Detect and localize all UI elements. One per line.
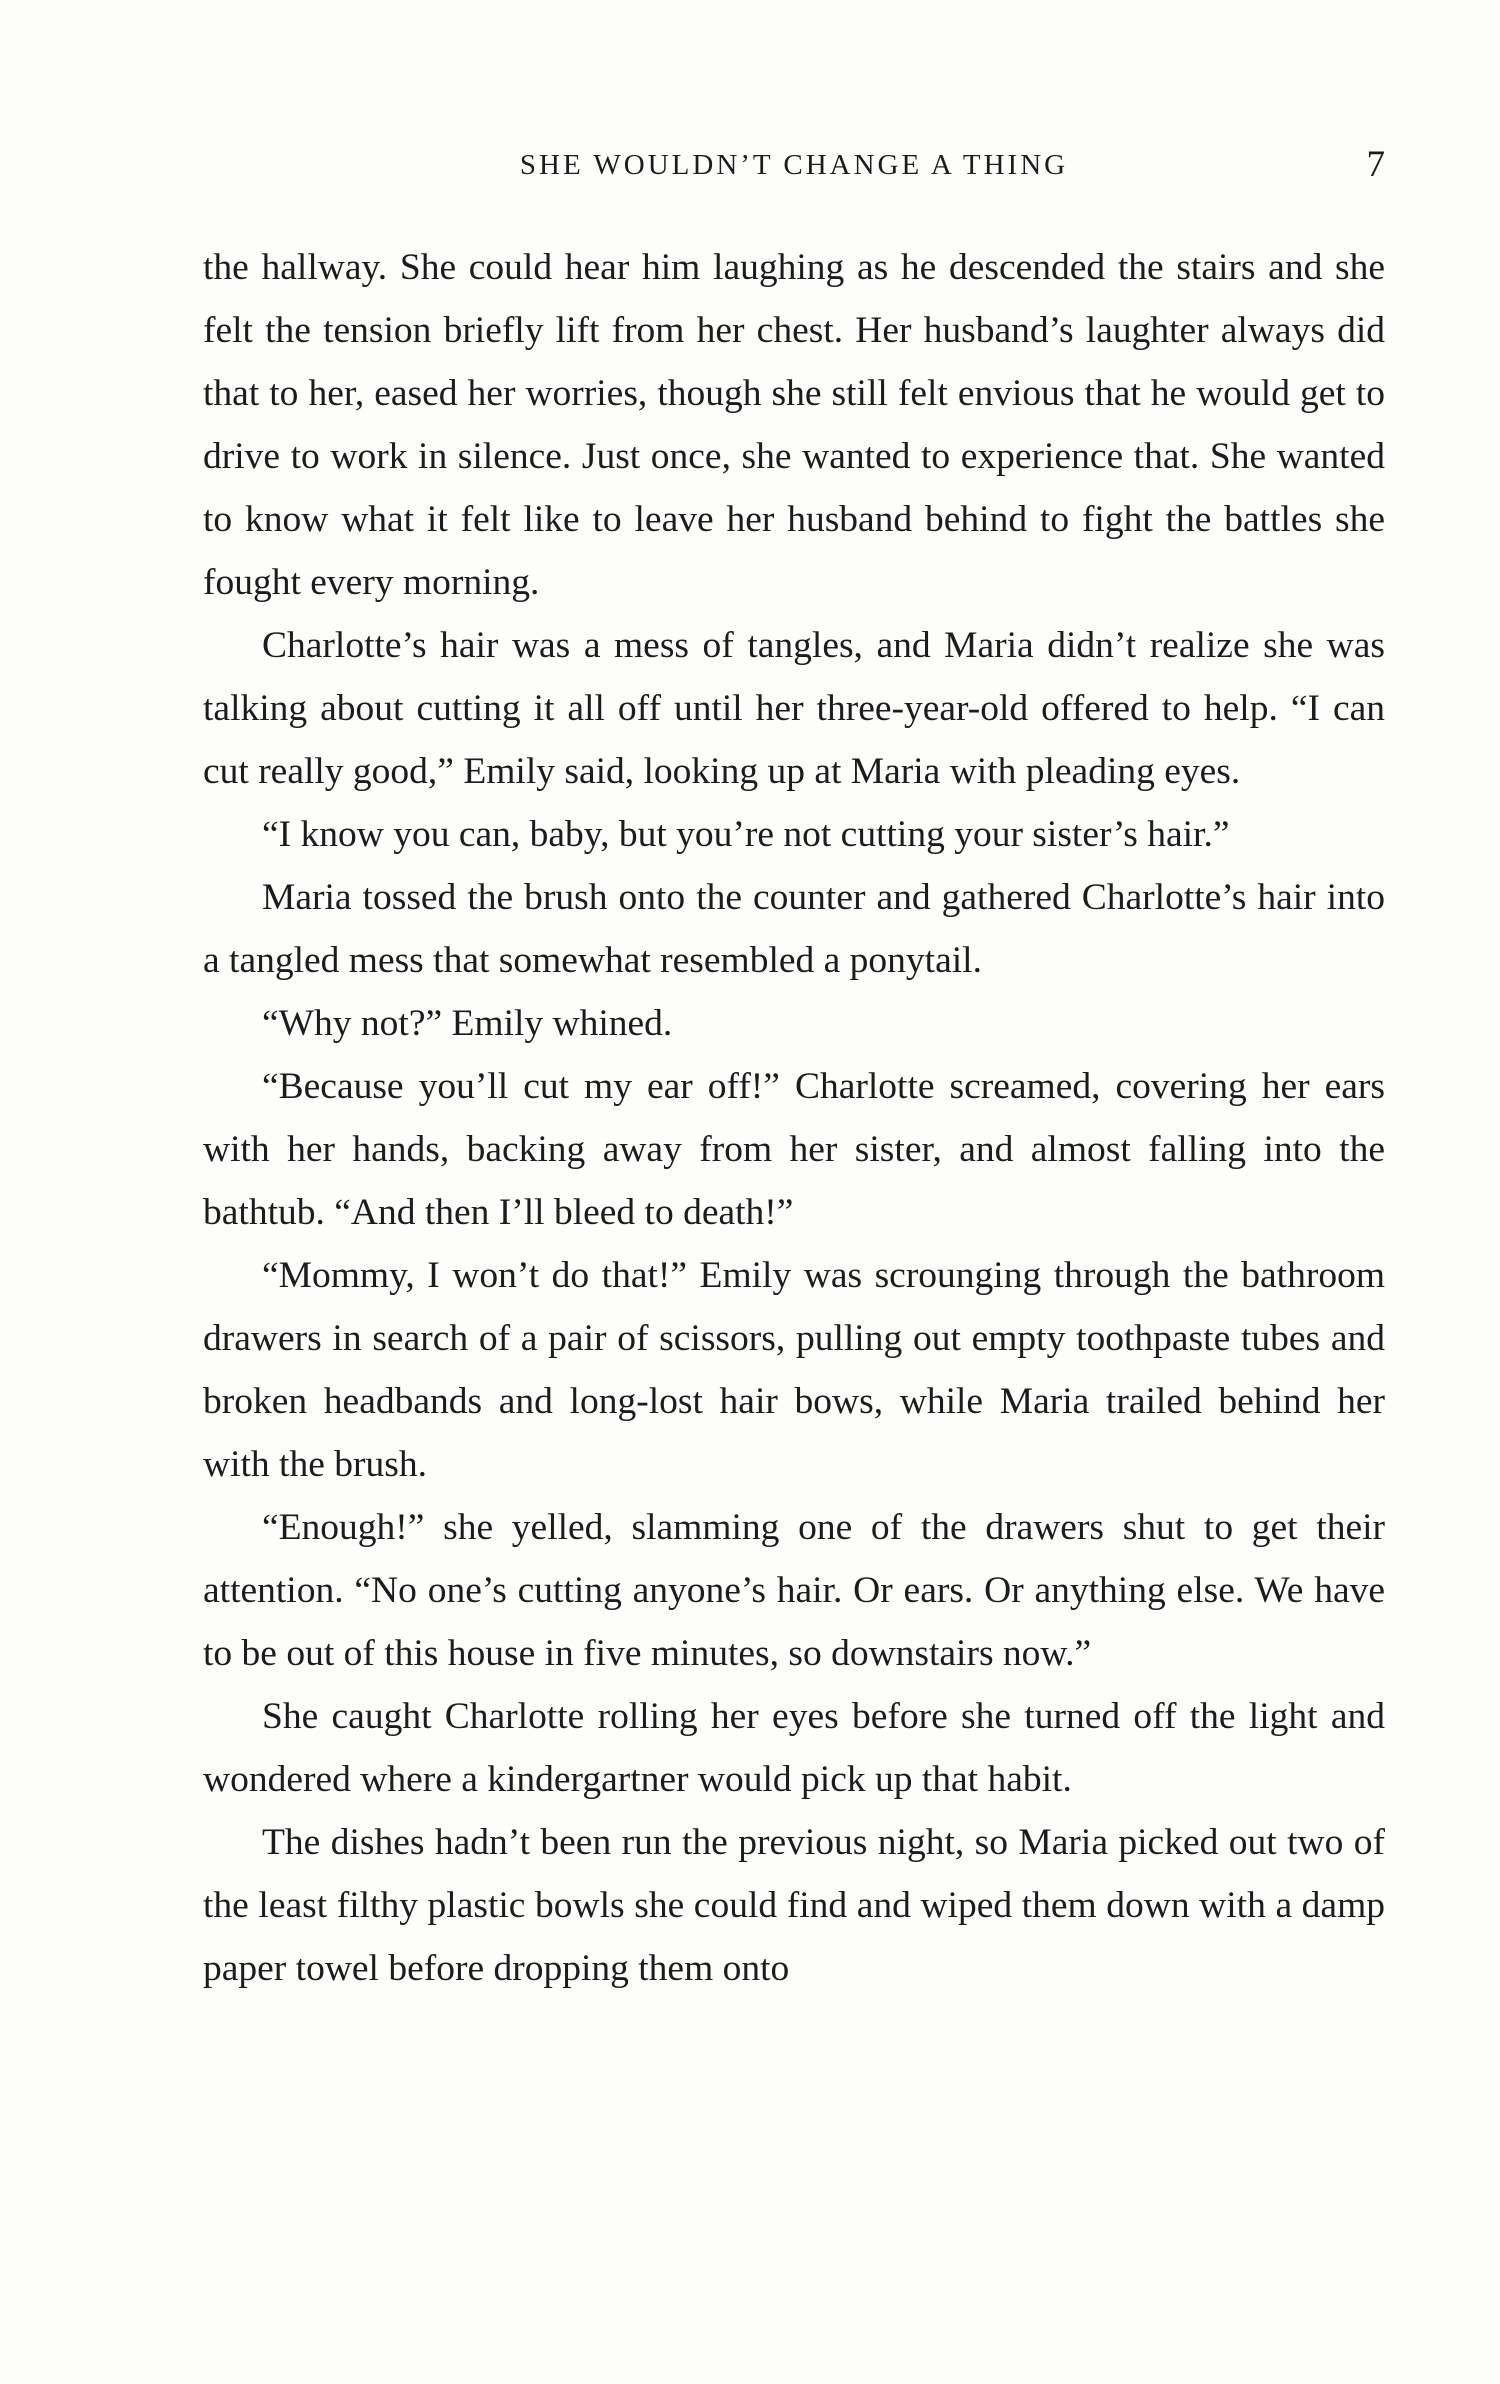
running-head (203, 143, 1385, 193)
running-title: SHE WOULDN’T CHANGE A THING (519, 149, 1069, 181)
paragraph: “Enough!” she yelled, slamming one of the drawers shut to get their attention. “No one’s cutting anyone’s hair. Or ears. Or anything else. We have to be out of this house in five minutes, so downstairs now.” (203, 1507, 1385, 1674)
paragraph: “Why not?” Emily whined. (262, 1003, 673, 1044)
paragraph: “I know you can, baby, but you’re not cutting your sister’s hair.” (262, 814, 1230, 855)
body-text (203, 236, 1385, 2000)
paragraph: “Because you’ll cut my ear off!” Charlotte screamed, covering her ears with her hands, backing away from her sister, and almost falling into the bathtub. “And then I’ll bleed to death!” (203, 1066, 1385, 1233)
paragraph: “Mommy, I won’t do that!” Emily was scrounging through the bathroom drawers in search of a pair of scissors, pulling out empty toothpaste tubes and broken headbands and long-lost hair bows, while Maria trailed behind her with the brush. (203, 1255, 1385, 1485)
paragraph-continued: the hallway. She could hear him laughing as he descended the stairs and she felt the tension briefly lift from her chest. Her husband’s laughter always did that to her, eased her worries, though she still felt envious that he would get to drive to work in silence. Just once, she wanted to experience that. She wanted to know what it felt like to leave her husband behind to fight the battles she fought every morning. (203, 247, 1385, 603)
paragraph: She caught Charlotte rolling her eyes before she turned off the light and wondered where a kindergartner would pick up that habit. (203, 1696, 1385, 1800)
paragraph: The dishes hadn’t been run the previous night, so Maria picked out two of the least filthy plastic bowls she could find and wiped them down with a damp paper towel before dropping them onto (203, 1822, 1385, 1989)
page-number: 7 (1366, 144, 1385, 185)
paragraph: Charlotte’s hair was a mess of tangles, and Maria didn’t realize she was talking about cutting it all off until her three-year-old offered to help. “I can cut really good,” Emily said, looking up at Maria with pleading eyes. (203, 625, 1385, 792)
paragraph: Maria tossed the brush onto the counter and gathered Charlotte’s hair into a tangled mess that somewhat resembled a ponytail. (203, 877, 1385, 981)
